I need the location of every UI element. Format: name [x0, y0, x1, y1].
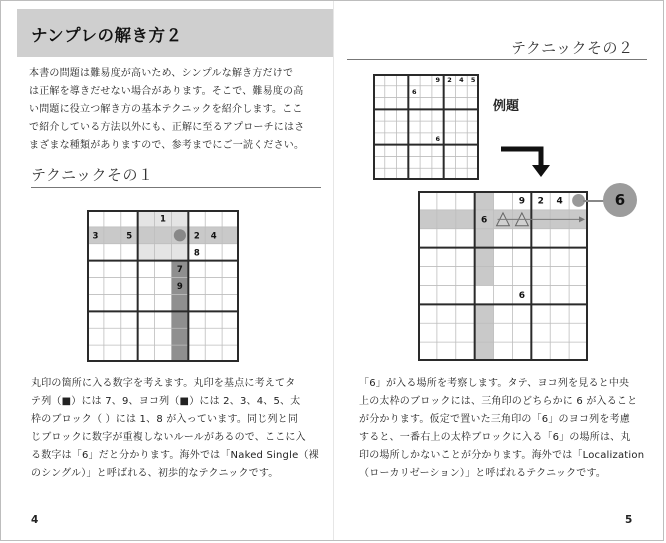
intro-line: は正解を導きだせない場合があります。そこで、難易度の高 [29, 86, 304, 97]
column-highlight-cell [475, 191, 494, 210]
sudoku-grid-technique-2 [418, 191, 588, 361]
column-highlight-cell [171, 345, 188, 362]
arrow-shaft [501, 149, 541, 167]
block-highlight-cell [171, 210, 188, 227]
intro-line: まざまな種類がありますので、参考までにご一読ください。 [29, 140, 305, 151]
block-highlight-cell [171, 244, 188, 261]
given-digit: 4 [210, 231, 217, 242]
chapter-banner [17, 9, 333, 57]
given-digit: 3 [92, 231, 99, 242]
explanation-line: が分かります。仮定で置いた三角印の「6」のヨコ列を考慮 [359, 414, 630, 425]
explanation-line: テ列（■）には 7、9、ヨコ列（■）には 2、3、4、5、太 [31, 396, 301, 407]
given-digit: 9 [435, 76, 441, 85]
left-page [1, 1, 333, 540]
row-highlight-cell [456, 210, 475, 229]
given-digit: 2 [537, 196, 544, 207]
arrow-head [532, 165, 550, 177]
explanation-paragraph-1 [31, 375, 325, 483]
column-highlight-cell [171, 294, 188, 311]
row-highlight-cell [437, 210, 456, 229]
intro-line: で紹介している方法以外にも、正解に至るアプローチにはさ [29, 122, 305, 133]
given-digit: 6 [411, 88, 417, 97]
section-rule [31, 187, 321, 188]
sudoku-grid-technique-1 [87, 210, 239, 362]
row-highlight-cell [418, 210, 437, 229]
target-circle-marker [174, 229, 186, 241]
given-digit: 4 [459, 76, 464, 85]
given-digit: 8 [193, 248, 200, 259]
block-highlight-cell [155, 244, 172, 261]
explanation-line: （ローカリゼーション）」と呼ばれるテクニックです。 [359, 468, 607, 479]
column-highlight-cell [171, 328, 188, 345]
callout-connector [583, 200, 605, 202]
given-digit: 6 [435, 135, 441, 144]
column-highlight-cell [475, 304, 494, 323]
explanation-line: る数字は「6」だと分かります。海外では「Naked Single（裸 [31, 450, 319, 461]
given-digit: 5 [126, 231, 133, 242]
sudoku-example-small [373, 74, 479, 180]
explanation-line: 「6」が入る場所を考察します。タテ、ヨコ列を見ると中央 [359, 378, 630, 389]
given-digit: 2 [193, 231, 200, 242]
explanation-line: 丸印の箇所に入る数字を考えます。丸印を基点に考えてタ [31, 378, 296, 389]
down-right-arrow [495, 141, 555, 181]
right-page [335, 1, 665, 540]
gutter [333, 1, 334, 540]
given-digit: 5 [470, 76, 476, 85]
answer-callout: 6 [603, 183, 637, 217]
explanation-line: 枠のブロック（ ）には 1、8 が入っています。同じ列と同 [31, 414, 299, 425]
section-rule [347, 59, 647, 60]
column-highlight-cell [475, 342, 494, 361]
explanation-line: すると、一番右上の太枠ブロックに入る「6」の場所は、丸 [359, 432, 631, 443]
block-highlight-cell [138, 210, 155, 227]
given-digit: 7 [176, 265, 183, 276]
chapter-title: ナンプレの解き方２ [31, 26, 183, 45]
explanation-line: 印の場所しかないことが分かります。海外では「Localization [359, 450, 645, 461]
explanation-paragraph-2 [359, 375, 657, 483]
page-number-left: 4 [31, 514, 39, 526]
given-digit: 9 [176, 282, 183, 293]
intro-line: 本書の問題は難易度が高いため、シンプルな解き方だけで [29, 68, 294, 79]
column-highlight-cell [475, 267, 494, 286]
intro-paragraph [29, 65, 321, 155]
row-highlight-cell [138, 227, 155, 244]
section-title-technique-2: テクニックその２ [511, 39, 634, 57]
explanation-line: じブロックに数字が重複しないルールがあるので、ここに入 [31, 432, 306, 443]
row-highlight-cell [222, 227, 239, 244]
block-highlight-cell [138, 244, 155, 261]
section-title-technique-1: テクニックその１ [31, 166, 154, 184]
column-highlight-cell [475, 229, 494, 248]
given-digit: 6 [480, 215, 488, 226]
given-digit: 9 [518, 196, 526, 207]
given-digit: 6 [518, 291, 526, 302]
column-highlight-cell [171, 311, 188, 328]
column-highlight-cell [475, 248, 494, 267]
given-digit: 4 [556, 196, 563, 207]
page-number-right: 5 [625, 514, 633, 526]
explanation-line: 上の太枠のブロックには、三角印のどちらかに 6 が入ること [359, 396, 638, 407]
column-highlight-cell [475, 323, 494, 342]
row-highlight-cell [155, 227, 172, 244]
row-highlight-cell [104, 227, 121, 244]
given-digit: 1 [160, 214, 166, 225]
intro-line: い問題に役立つ解き方の基本テクニックを紹介します。ここ [29, 104, 303, 115]
given-digit: 2 [447, 76, 452, 85]
explanation-line: のシングル）」と呼ばれる、初歩的なテクニックです。 [31, 468, 279, 479]
example-label: 例題 [493, 99, 520, 114]
